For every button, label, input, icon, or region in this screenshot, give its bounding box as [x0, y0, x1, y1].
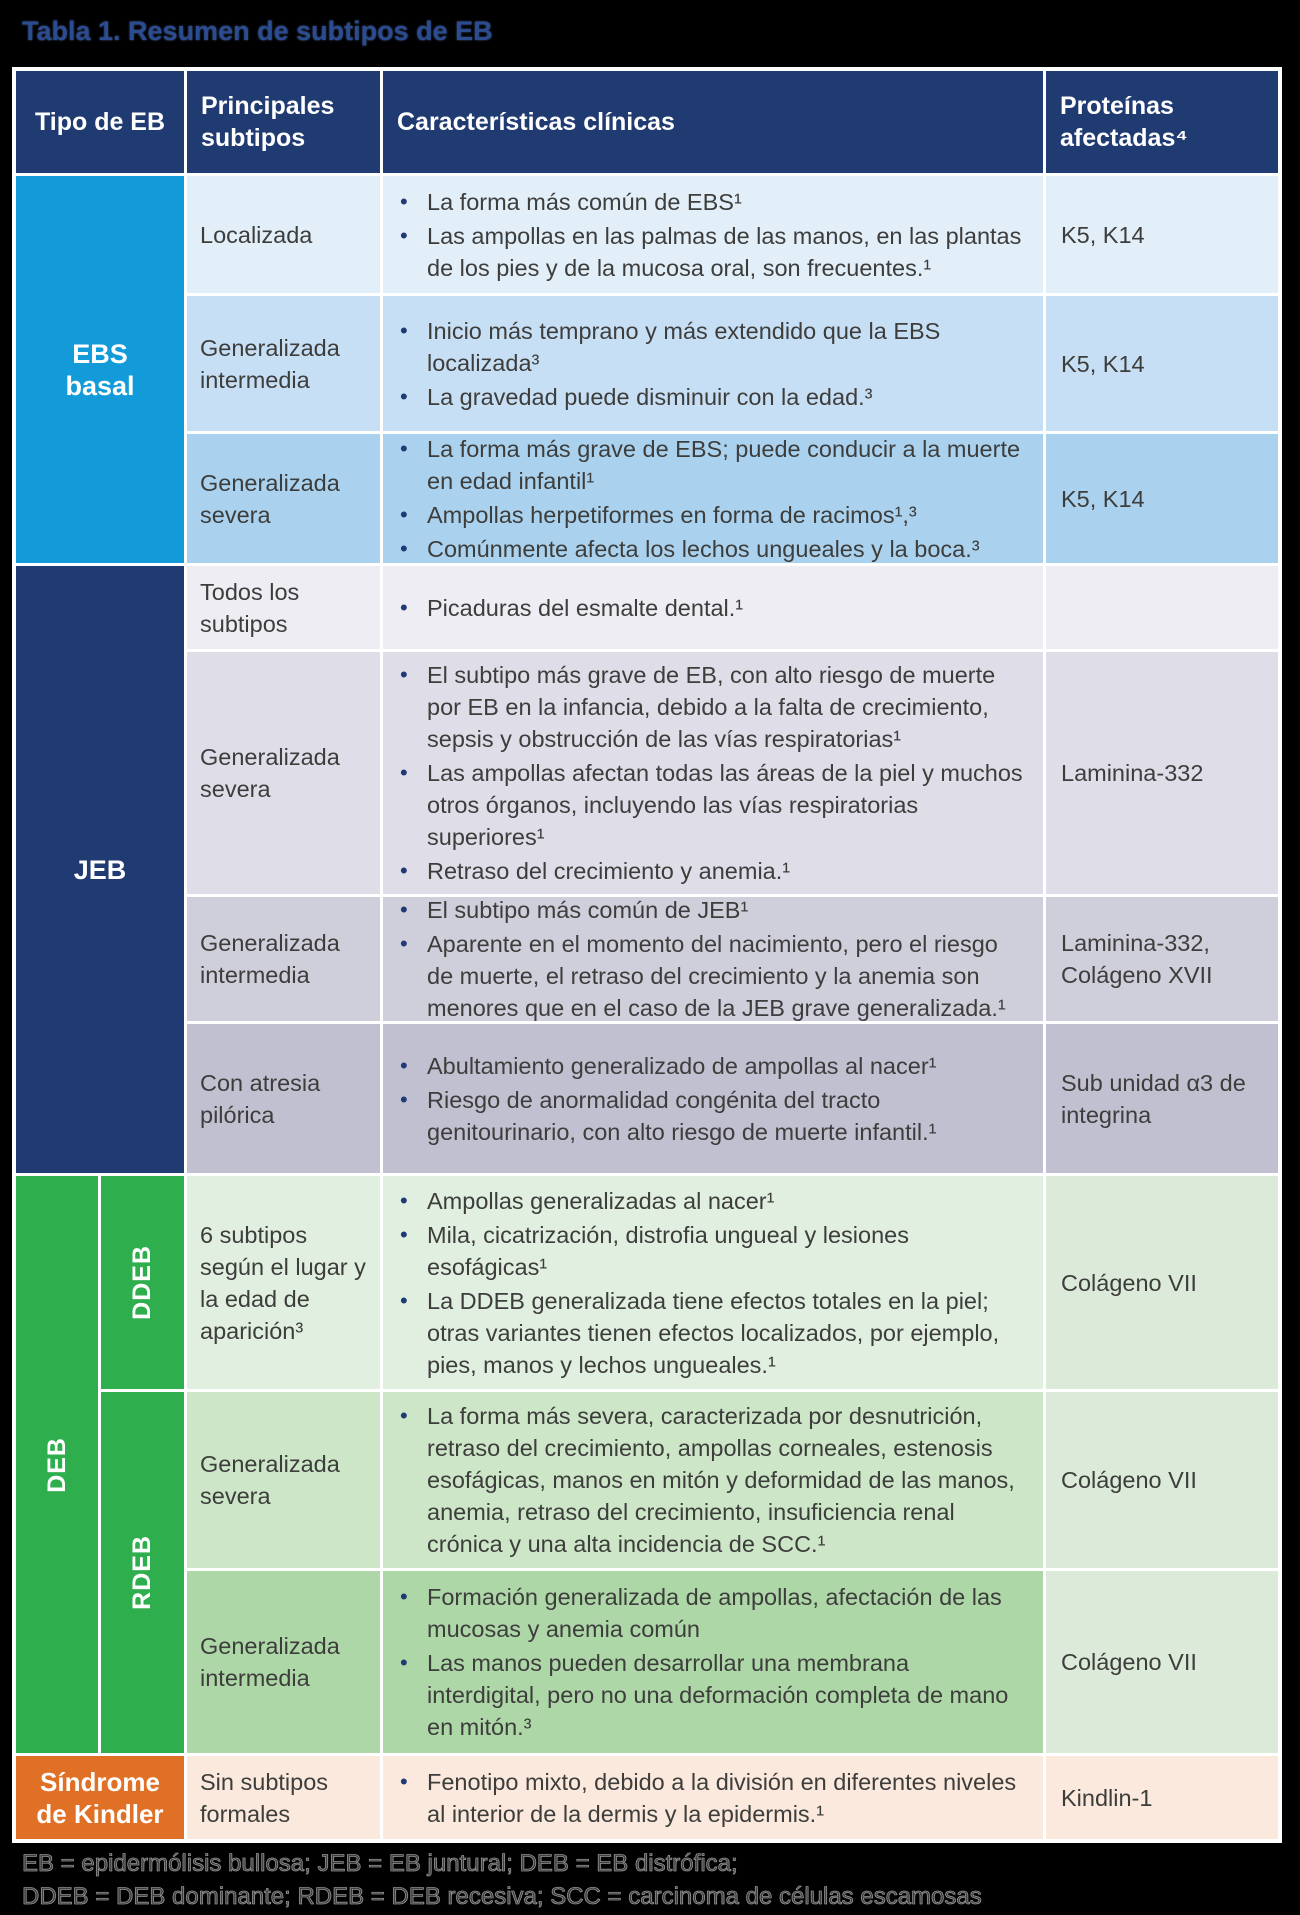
- bullet-item: [400, 220, 1029, 284]
- protein-cell: [1046, 296, 1278, 431]
- subtype-label: Generalizada severa: [200, 1451, 340, 1509]
- bullet-item: [400, 186, 1029, 218]
- bullet-item: [400, 592, 1029, 624]
- protein-cell: [1046, 1756, 1278, 1839]
- bullet-icon: •: [400, 222, 408, 248]
- type-cell-sindrome-kindler: [16, 1756, 184, 1839]
- protein-label: Laminina-332, Colágeno XVII: [1061, 930, 1213, 988]
- subtype-label: Generalizada severa: [200, 744, 340, 802]
- bullet-list: [400, 1579, 1029, 1745]
- bullet-icon: •: [400, 1768, 408, 1794]
- type-cell-ebs-basal: [16, 176, 184, 563]
- protein-label: Colágeno VII: [1061, 1649, 1197, 1675]
- characteristics-cell: [383, 176, 1043, 293]
- bullet-icon: •: [400, 1187, 408, 1213]
- type-label-line: EBS: [72, 338, 128, 369]
- subtype-cell: [187, 176, 380, 293]
- bullet-icon: •: [400, 535, 408, 561]
- subtype-label: Todos los subtipos: [200, 578, 300, 637]
- bullet-item: [400, 533, 1029, 564]
- subtype-cell: [187, 566, 380, 649]
- bullet-list: [400, 897, 1029, 1021]
- bullet-text: Abultamiento generalizado de ampollas al nacer¹: [427, 1052, 937, 1079]
- bullet-item: [400, 1581, 1029, 1645]
- subtype-label: Generalizada intermedia: [200, 1633, 340, 1691]
- bullet-item: [400, 897, 1029, 926]
- bullet-text: La forma más severa, caracterizada por desnutrición, retraso del crecimiento, ampollas corneales, estenosis esofágicas, manos en mitón y deformidad de las manos, anemia, retraso del crecimiento, insuficiencia renal crónica y una alta incidencia de SCC.¹: [427, 1403, 1015, 1557]
- bullet-text: Comúnmente afecta los lechos ungueales y la boca.³: [427, 535, 980, 562]
- bullet-text: Las ampollas en las palmas de las manos, en las plantas de los pies y de la mucosa oral, son frecuentes.¹: [427, 222, 1022, 281]
- bullet-icon: •: [400, 931, 408, 956]
- characteristics-cell: [383, 1756, 1043, 1839]
- bullet-text: La DDEB generalizada tiene efectos totales en la piel; otras variantes tienen efectos localizados, por ejemplo, pies, manos y lechos ungueales.¹: [427, 1287, 1000, 1378]
- bullet-icon: •: [400, 1650, 408, 1675]
- bullet-item: [400, 1647, 1029, 1743]
- bullet-item: [400, 1766, 1029, 1830]
- type-cell-deb: [16, 1176, 98, 1753]
- bullet-text: Ampollas herpetiformes en forma de racimos¹,³: [427, 501, 917, 528]
- subtype-cell: [187, 296, 380, 431]
- protein-cell: [1046, 176, 1278, 293]
- header-cell-caracteristicas-clinicas: [383, 71, 1043, 173]
- bullet-list: [400, 1183, 1029, 1383]
- protein-label: K5, K14: [1061, 221, 1145, 248]
- bullet-text: Formación generalizada de ampollas, afectación de las mucosas y anemia común: [427, 1584, 1002, 1642]
- subtype-label: Generalizada severa: [200, 469, 340, 528]
- bullet-item: [400, 381, 1029, 413]
- type-label-vertical: DEB: [42, 1436, 71, 1493]
- bullet-list: [400, 313, 1029, 415]
- bullet-list: [400, 1048, 1029, 1150]
- bullet-icon: •: [400, 1052, 408, 1078]
- protein-cell: [1046, 434, 1278, 563]
- bullet-text: Las manos pueden desarrollar una membrana interdigital, pero no una deformación completa de mano en mitón.³: [427, 1650, 1009, 1740]
- bullet-icon: •: [400, 858, 408, 883]
- type-label-vertical: DDEB: [128, 1245, 156, 1320]
- bullet-icon: •: [400, 1221, 408, 1247]
- bullet-item: [400, 1185, 1029, 1217]
- bullet-text: La forma más grave de EBS; puede conducir a la muerte en edad infantil¹: [427, 435, 1021, 494]
- bullet-item: [400, 1400, 1029, 1560]
- bullet-item: [400, 659, 1029, 755]
- bullet-text: Inicio más temprano y más extendido que la EBS localizada³: [427, 317, 941, 376]
- bullet-list: [400, 1764, 1029, 1832]
- protein-label: Laminina-332: [1061, 760, 1204, 786]
- bullet-icon: •: [400, 1287, 408, 1313]
- protein-label: Sub unidad α3 de integrina: [1061, 1069, 1246, 1128]
- bullet-icon: •: [400, 897, 408, 922]
- subtype-label: Generalizada intermedia: [200, 334, 340, 393]
- eb-subtypes-table: [12, 67, 1282, 1843]
- header-cell-proteinas-afectadas: [1046, 71, 1278, 173]
- bullet-item: [400, 928, 1029, 1021]
- type-label-line: basal: [65, 370, 135, 401]
- header-label: Proteínas afectadas⁴: [1060, 92, 1188, 152]
- subtype-cell: [187, 434, 380, 563]
- bullet-text: La forma más común de EBS¹: [427, 188, 742, 215]
- subtype-cell: [187, 652, 380, 894]
- bullet-icon: •: [400, 188, 408, 214]
- bullet-icon: •: [400, 594, 408, 620]
- bullet-list: [400, 184, 1029, 286]
- protein-cell: [1046, 1176, 1278, 1389]
- subtype-label: Con atresia pilórica: [200, 1069, 321, 1128]
- footnote-abbreviations-1: EB = epidermólisis bullosa; JEB = EB juntural; DEB = EB distrófica;: [22, 1850, 738, 1877]
- bullet-text: Riesgo de anormalidad congénita del tracto genitourinario, con alto riesgo de muerte infantil.¹: [427, 1086, 937, 1145]
- header-cell-tipo-de-eb: [16, 71, 184, 173]
- bullet-text: Retraso del crecimiento y anemia.¹: [427, 858, 791, 884]
- header-label: Características clínicas: [397, 108, 675, 136]
- protein-cell: [1046, 652, 1278, 894]
- subtype-label: Localizada: [200, 221, 313, 248]
- bullet-item: [400, 499, 1029, 531]
- subtype-cell: [187, 1176, 380, 1389]
- bullet-icon: •: [400, 1086, 408, 1112]
- header-label: Principales subtipos: [201, 92, 335, 152]
- characteristics-cell: [383, 897, 1043, 1021]
- bullet-icon: •: [400, 501, 408, 527]
- characteristics-cell: [383, 1024, 1043, 1173]
- protein-label: Kindlin-1: [1061, 1784, 1153, 1811]
- characteristics-cell: [383, 434, 1043, 563]
- table-title: Tabla 1. Resumen de subtipos de EB: [22, 16, 493, 46]
- bullet-icon: •: [400, 760, 408, 785]
- bullet-text: El subtipo más común de JEB¹: [427, 897, 749, 923]
- subtype-label: Sin subtipos formales: [200, 1768, 329, 1827]
- bullet-item: [400, 757, 1029, 853]
- type-label-line: Síndrome: [40, 1766, 160, 1797]
- type-label-line: de Kindler: [36, 1798, 164, 1829]
- header-label: Tipo de EB: [34, 108, 166, 136]
- bullet-icon: •: [400, 317, 408, 343]
- bullet-item: [400, 1050, 1029, 1082]
- bullet-item: [400, 434, 1029, 497]
- bullet-item: [400, 1219, 1029, 1283]
- subtype-cell: [187, 1024, 380, 1173]
- bullet-item: [400, 315, 1029, 379]
- protein-label: K5, K14: [1061, 485, 1145, 512]
- characteristics-cell: [383, 1176, 1043, 1389]
- bullet-item: [400, 1285, 1029, 1381]
- bullet-icon: •: [400, 435, 408, 461]
- characteristics-cell: [383, 296, 1043, 431]
- bullet-text: Ampollas generalizadas al nacer¹: [427, 1187, 775, 1214]
- protein-label: K5, K14: [1061, 350, 1145, 377]
- characteristics-cell: [383, 652, 1043, 894]
- bullet-text: El subtipo más grave de EB, con alto riesgo de muerte por EB en la infancia, debido a la falta de crecimiento, sepsis y obstrucción de las vías respiratorias¹: [427, 662, 996, 752]
- header-cell-principales-subtipos: [187, 71, 380, 173]
- bullet-text: Las ampollas afectan todas las áreas de la piel y muchos otros órganos, incluyendo las vías respiratorias superiores¹: [427, 760, 1023, 850]
- subtype-cell: [187, 1756, 380, 1839]
- type-cell-rdeb: [101, 1392, 184, 1753]
- bullet-text: Mila, cicatrización, distrofia ungueal y lesiones esofágicas¹: [427, 1221, 909, 1280]
- protein-cell: [1046, 1024, 1278, 1173]
- type-cell-ddeb: [101, 1176, 184, 1389]
- type-cell-jeb: [16, 566, 184, 1173]
- characteristics-cell: [383, 1392, 1043, 1568]
- characteristics-cell: [383, 566, 1043, 649]
- bullet-text: Fenotipo mixto, debido a la división en diferentes niveles al interior de la dermis y la epidermis.¹: [427, 1768, 1017, 1827]
- bullet-list: [400, 1398, 1029, 1562]
- footnote-abbreviations-2: DDEB = DEB dominante; RDEB = DEB recesiva; SCC = carcinoma de células escamosas: [22, 1883, 982, 1910]
- bullet-icon: •: [400, 662, 408, 687]
- subtype-cell: [187, 897, 380, 1021]
- bullet-list: [400, 590, 1029, 626]
- bullet-text: Picaduras del esmalte dental.¹: [427, 594, 744, 621]
- subtype-label: 6 subtipos según el lugar y la edad de aparición³: [200, 1221, 366, 1344]
- type-label-line: JEB: [73, 854, 127, 885]
- bullet-item: [400, 855, 1029, 887]
- subtype-cell: [187, 1392, 380, 1568]
- protein-cell: [1046, 897, 1278, 1021]
- bullet-icon: •: [400, 383, 408, 409]
- footnotes: [22, 1847, 982, 1913]
- bullet-list: [400, 434, 1029, 563]
- bullet-text: Aparente en el momento del nacimiento, pero el riesgo de muerte, el retraso del crecimiento y la anemia son menores que en el caso de la JEB grave generalizada.¹: [427, 931, 1006, 1021]
- protein-label: Colágeno VII: [1061, 1269, 1197, 1296]
- bullet-list: [400, 657, 1029, 889]
- characteristics-cell: [383, 1571, 1043, 1753]
- type-label-vertical: RDEB: [128, 1535, 156, 1610]
- bullet-icon: •: [400, 1584, 408, 1609]
- subtype-cell: [187, 1571, 380, 1753]
- bullet-icon: •: [400, 1403, 408, 1428]
- protein-cell: [1046, 1392, 1278, 1568]
- protein-label: Colágeno VII: [1061, 1467, 1197, 1493]
- bullet-item: [400, 1084, 1029, 1148]
- subtype-label: Generalizada intermedia: [200, 930, 340, 988]
- bullet-text: La gravedad puede disminuir con la edad.³: [427, 383, 873, 410]
- protein-cell: [1046, 1571, 1278, 1753]
- protein-cell: [1046, 566, 1278, 649]
